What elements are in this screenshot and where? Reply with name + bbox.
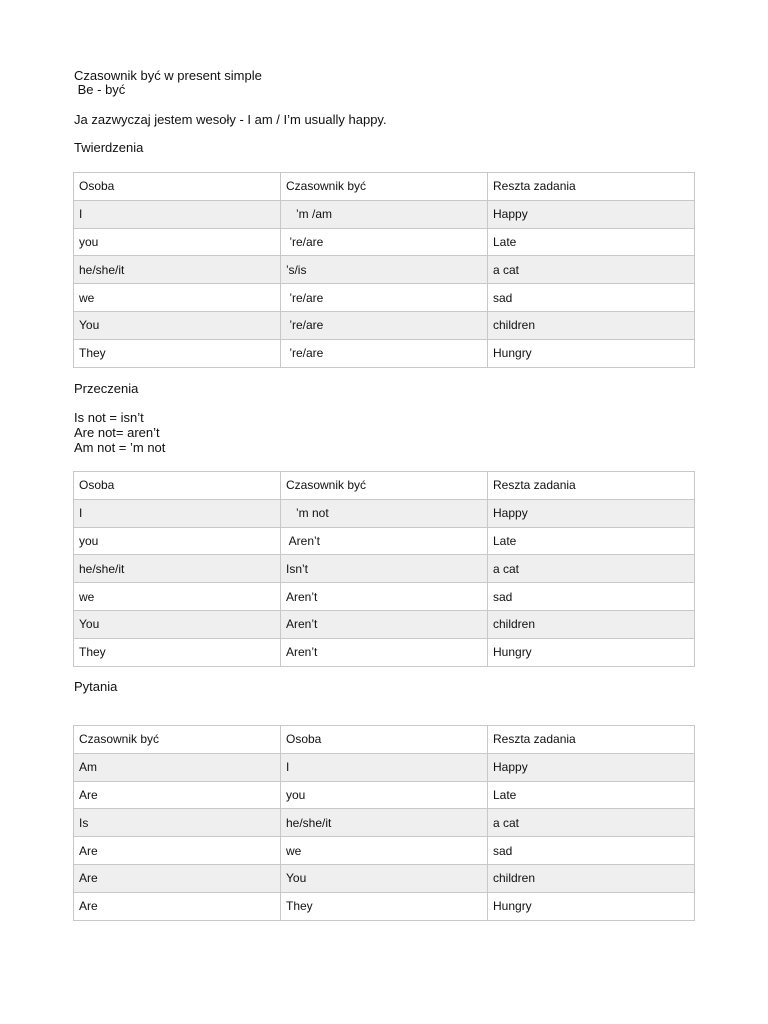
table-cell: ’re/are bbox=[281, 311, 488, 339]
table-cell: ’re/are bbox=[281, 228, 488, 256]
table-cell: Are bbox=[74, 837, 281, 865]
column-header: Reszta zadania bbox=[488, 472, 695, 500]
affirmative-table bbox=[73, 172, 695, 368]
section-heading-negative: Przeczenia bbox=[74, 381, 139, 396]
table-cell: Hungry bbox=[488, 892, 695, 920]
section-heading-affirmative: Twierdzenia bbox=[74, 140, 144, 155]
table-cell: you bbox=[74, 527, 281, 555]
table-cell: a cat bbox=[488, 256, 695, 284]
column-header: Reszta zadania bbox=[488, 173, 695, 201]
column-header: Reszta zadania bbox=[488, 726, 695, 754]
table-cell: ’re/are bbox=[281, 284, 488, 312]
column-header: Czasownik być bbox=[281, 472, 488, 500]
table-row bbox=[74, 339, 695, 367]
table-cell: he/she/it bbox=[74, 256, 281, 284]
table-cell: ’re/are bbox=[281, 339, 488, 367]
table-row bbox=[74, 837, 695, 865]
table-header-row bbox=[74, 472, 695, 500]
table-row bbox=[74, 555, 695, 583]
example-sentence: Ja zazwyczaj jestem wesoły - I am / I’m usually happy. bbox=[74, 112, 387, 127]
contraction-note: Is not = isn’t bbox=[74, 410, 144, 425]
document-title: Czasownik być w present simple bbox=[74, 68, 262, 83]
table-cell: sad bbox=[488, 837, 695, 865]
table-header-row bbox=[74, 173, 695, 201]
column-header: Osoba bbox=[281, 726, 488, 754]
table-cell: Late bbox=[488, 228, 695, 256]
column-header: Osoba bbox=[74, 173, 281, 201]
table-cell: Aren’t bbox=[281, 638, 488, 666]
table-cell: Aren’t bbox=[281, 527, 488, 555]
negative-table bbox=[73, 471, 695, 667]
table-cell: I bbox=[74, 200, 281, 228]
table-row bbox=[74, 809, 695, 837]
table-cell: sad bbox=[488, 284, 695, 312]
table-cell: children bbox=[488, 864, 695, 892]
column-header: Czasownik być bbox=[281, 173, 488, 201]
column-header: Czasownik być bbox=[74, 726, 281, 754]
table-cell: he/she/it bbox=[281, 809, 488, 837]
table-row bbox=[74, 284, 695, 312]
table-cell: children bbox=[488, 311, 695, 339]
table-row bbox=[74, 256, 695, 284]
table-cell: Late bbox=[488, 527, 695, 555]
table-row bbox=[74, 638, 695, 666]
table-row bbox=[74, 753, 695, 781]
table-cell: ’m not bbox=[281, 499, 488, 527]
table-cell: Am bbox=[74, 753, 281, 781]
table-cell: They bbox=[281, 892, 488, 920]
table-cell: I bbox=[74, 499, 281, 527]
table-cell: children bbox=[488, 610, 695, 638]
table-cell: a cat bbox=[488, 555, 695, 583]
document-subtitle: Be - być bbox=[74, 82, 126, 97]
table-cell: Happy bbox=[488, 499, 695, 527]
table-cell: a cat bbox=[488, 809, 695, 837]
table-cell: They bbox=[74, 638, 281, 666]
table-cell: You bbox=[74, 311, 281, 339]
table-cell: Hungry bbox=[488, 638, 695, 666]
table-row bbox=[74, 200, 695, 228]
table-cell: you bbox=[74, 228, 281, 256]
table-row bbox=[74, 583, 695, 611]
table-row bbox=[74, 311, 695, 339]
table-row bbox=[74, 781, 695, 809]
table-cell: we bbox=[74, 284, 281, 312]
table-cell: You bbox=[74, 610, 281, 638]
table-row bbox=[74, 892, 695, 920]
table-row bbox=[74, 864, 695, 892]
table-cell: Is bbox=[74, 809, 281, 837]
table-cell: ’m /am bbox=[281, 200, 488, 228]
table-cell: Happy bbox=[488, 200, 695, 228]
table-cell: They bbox=[74, 339, 281, 367]
table-row bbox=[74, 228, 695, 256]
table-cell: we bbox=[281, 837, 488, 865]
table-cell: we bbox=[74, 583, 281, 611]
table-cell: Aren’t bbox=[281, 583, 488, 611]
column-header: Osoba bbox=[74, 472, 281, 500]
questions-table bbox=[73, 725, 695, 921]
table-cell: Are bbox=[74, 864, 281, 892]
table-row bbox=[74, 610, 695, 638]
table-cell: Are bbox=[74, 892, 281, 920]
table-cell: Hungry bbox=[488, 339, 695, 367]
table-cell: I bbox=[281, 753, 488, 781]
contraction-note: Are not= aren’t bbox=[74, 425, 160, 440]
table-cell: he/she/it bbox=[74, 555, 281, 583]
table-cell: sad bbox=[488, 583, 695, 611]
table-cell: you bbox=[281, 781, 488, 809]
table-cell: Are bbox=[74, 781, 281, 809]
table-row bbox=[74, 527, 695, 555]
table-cell: You bbox=[281, 864, 488, 892]
table-cell: ’s/is bbox=[281, 256, 488, 284]
table-cell: Isn’t bbox=[281, 555, 488, 583]
table-cell: Late bbox=[488, 781, 695, 809]
table-header-row bbox=[74, 726, 695, 754]
table-row bbox=[74, 499, 695, 527]
contraction-note: Am not = ’m not bbox=[74, 440, 166, 455]
table-cell: Aren’t bbox=[281, 610, 488, 638]
table-cell: Happy bbox=[488, 753, 695, 781]
section-heading-questions: Pytania bbox=[74, 679, 118, 694]
